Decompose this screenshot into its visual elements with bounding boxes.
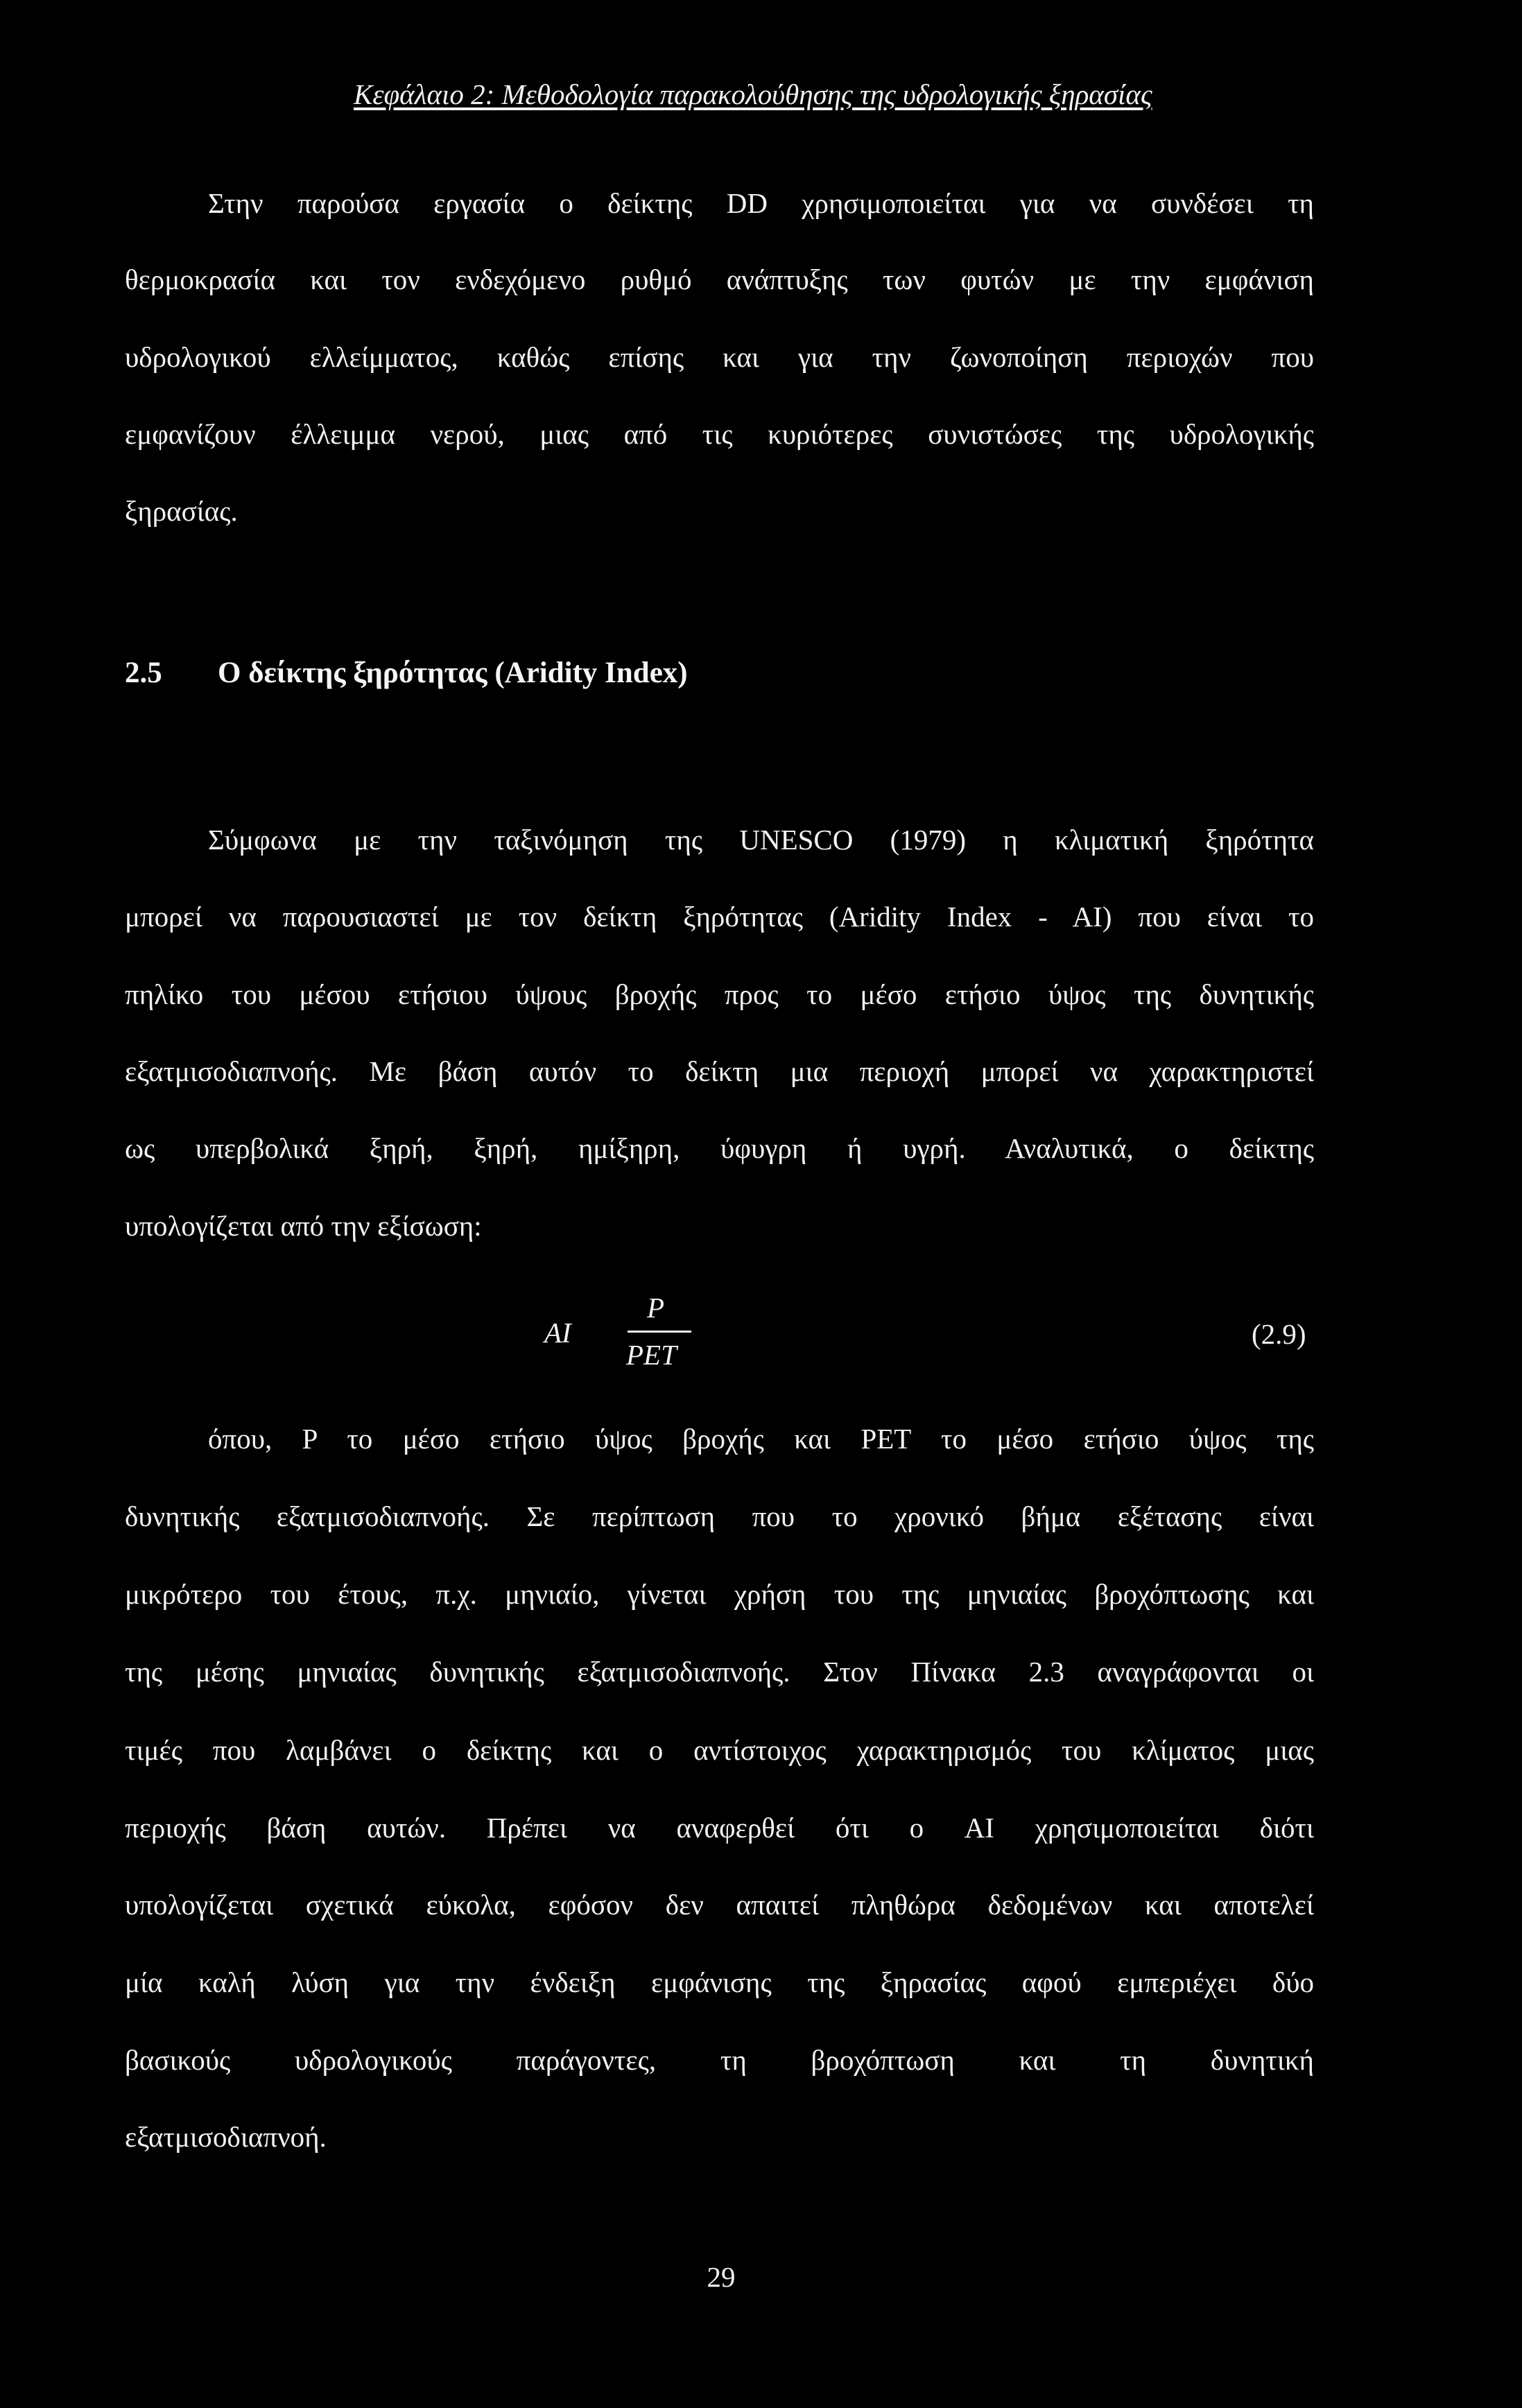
paragraph-2-line: πηλίκο του μέσου ετήσιου ύψους βροχής προς το μέσο ετήσιο ύψος της δυνητικής	[125, 978, 1314, 1010]
paragraph-2-line: υπολογίζεται από την εξίσωση:	[125, 1210, 482, 1242]
section-title: Ο δείκτης ξηρότητας (Aridity Index)	[218, 657, 688, 689]
paragraph-3-line: βασικούς υδρολογικούς παράγοντες, τη βροχόπτωση και τη δυνητική	[125, 2044, 1314, 2076]
equation-lhs: AI	[544, 1317, 571, 1349]
fraction-bar	[628, 1331, 691, 1333]
paragraph-3-line: όπου, P το μέσο ετήσιο ύψος βροχής και PET το μέσο ετήσιο ύψος της	[208, 1423, 1314, 1455]
paragraph-2-line: Σύμφωνα με την ταξινόμηση της UNESCO (1979) η κλιματική ξηρότητα	[208, 824, 1314, 856]
equation-number: (2.9)	[1252, 1318, 1306, 1350]
paragraph-3-line: υπολογίζεται σχετικά εύκολα, εφόσον δεν απαιτεί πληθώρα δεδομένων και αποτελεί	[125, 1889, 1314, 1921]
paragraph-3-line: μία καλή λύση για την ένδειξη εμφάνισης της ξηρασίας αφού εμπεριέχει δύο	[125, 1966, 1314, 1998]
equation-numerator: P	[647, 1292, 665, 1324]
paragraph-3-line: περιοχής βάση αυτών. Πρέπει να αναφερθεί ότι ο AI χρησιμοποιείται διότι	[125, 1812, 1314, 1844]
paragraph-1-line: υδρολογικού ελλείμματος, καθώς επίσης και για την ζωνοποίηση περιοχών που	[125, 341, 1314, 373]
equation-denominator: PET	[626, 1339, 677, 1371]
paragraph-3-line: τιμές που λαμβάνει ο δείκτης και ο αντίστοιχος χαρακτηρισμός του κλίματος μιας	[125, 1734, 1314, 1766]
paragraph-1-line: Στην παρούσα εργασία ο δείκτης DD χρησιμοποιείται για να συνδέσει τη	[208, 187, 1314, 219]
page-number: 29	[707, 2261, 736, 2293]
paragraph-2-line: εξατμισοδιαπνοής. Με βάση αυτόν το δείκτη μια περιοχή μπορεί να χαρακτηριστεί	[125, 1055, 1314, 1087]
paragraph-2-line: μπορεί να παρουσιαστεί με τον δείκτη ξηρότητας (Aridity Index - AI) που είναι το	[125, 901, 1314, 933]
paragraph-3-line: μικρότερο του έτους, π.χ. μηνιαίο, γίνεται χρήση του της μηνιαίας βροχόπτωσης και	[125, 1578, 1314, 1610]
paragraph-1-line: ξηρασίας.	[125, 495, 238, 527]
section-number: 2.5	[125, 657, 162, 689]
paragraph-2-line: ως υπερβολικά ξηρή, ξηρή, ημίξηρη, ύφυγρη ή υγρή. Αναλυτικά, ο δείκτης	[125, 1132, 1314, 1164]
paragraph-3-line: της μέσης μηνιαίας δυνητικής εξατμισοδιαπνοής. Στον Πίνακα 2.3 αναγράφονται οι	[125, 1656, 1314, 1688]
paragraph-3-line: δυνητικής εξατμισοδιαπνοής. Σε περίπτωση που το χρονικό βήμα εξέτασης είναι	[125, 1500, 1314, 1532]
paragraph-1-line: εμφανίζουν έλλειμμα νερού, μιας από τις κυριότερες συνιστώσες της υδρολογικής	[125, 418, 1314, 450]
paragraph-3-line: εξατμισοδιαπνοή.	[125, 2121, 327, 2153]
section-heading	[125, 656, 688, 690]
chapter-header: Κεφάλαιο 2: Μεθοδολογία παρακολούθησης της υδρολογικής ξηρασίας	[354, 78, 1152, 110]
paragraph-1-line: θερμοκρασία και τον ενδεχόμενο ρυθμό ανάπτυξης των φυτών με την εμφάνιση	[125, 263, 1314, 295]
